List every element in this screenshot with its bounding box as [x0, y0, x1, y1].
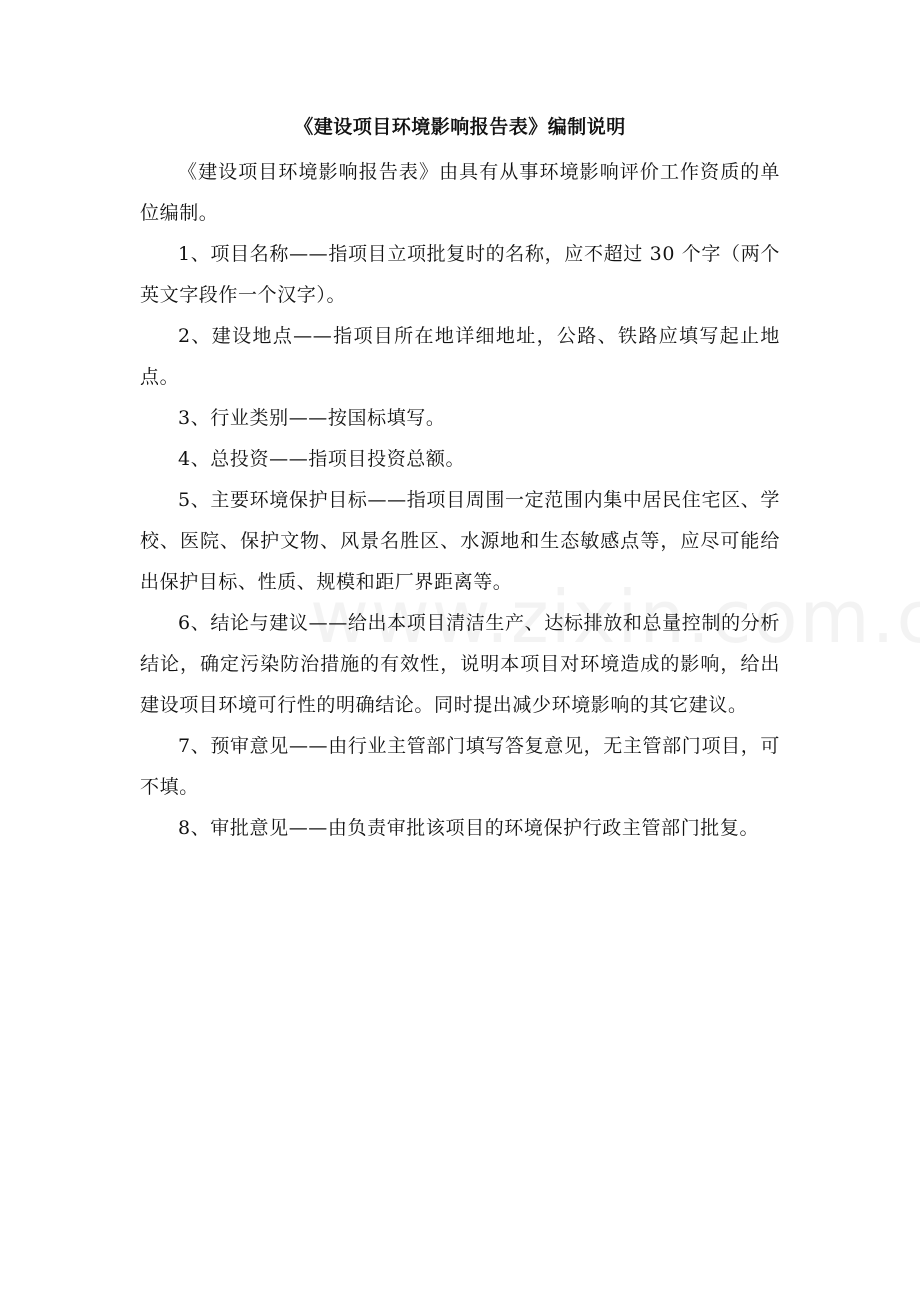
item-total-investment: 4、总投资——指项目投资总额。 — [178, 448, 466, 470]
document-body — [140, 152, 780, 849]
item-construction-site: 2、建设地点——指项目所在地详细地址，公路、铁路应填写起止地点。 — [140, 325, 780, 388]
document-title: 《建设项目环境影响报告表》编制说明 — [294, 116, 626, 138]
item-conclusion-suggestions: 6、结论与建议——给出本项目清洁生产、达标排放和总量控制的分析结论，确定污染防治措施的有效性，说明本项目对环境造成的影响，给出建设项目环境可行性的明确结论。同时提出减少环境影响的其它建议。 — [140, 612, 780, 716]
item-protection-targets: 5、主要环境保护目标——指项目周围一定范围内集中居民住宅区、学校、医院、保护文物、风景名胜区、水源地和生态敏感点等，应尽可能给出保护目标、性质、规模和距厂界距离等。 — [140, 489, 780, 593]
item-project-name: 1、项目名称——指项目立项批复时的名称，应不超过 30 个字（两个英文字段作一个汉字）。 — [140, 243, 780, 306]
item-approval-opinion: 8、审批意见——由负责审批该项目的环境保护行政主管部门批复。 — [178, 817, 760, 839]
intro-paragraph: 《建设项目环境影响报告表》由具有从事环境影响评价工作资质的单位编制。 — [140, 161, 780, 224]
item-industry-category: 3、行业类别——按国标填写。 — [178, 407, 446, 429]
item-preliminary-review: 7、预审意见——由行业主管部门填写答复意见，无主管部门项目，可不填。 — [140, 735, 780, 798]
